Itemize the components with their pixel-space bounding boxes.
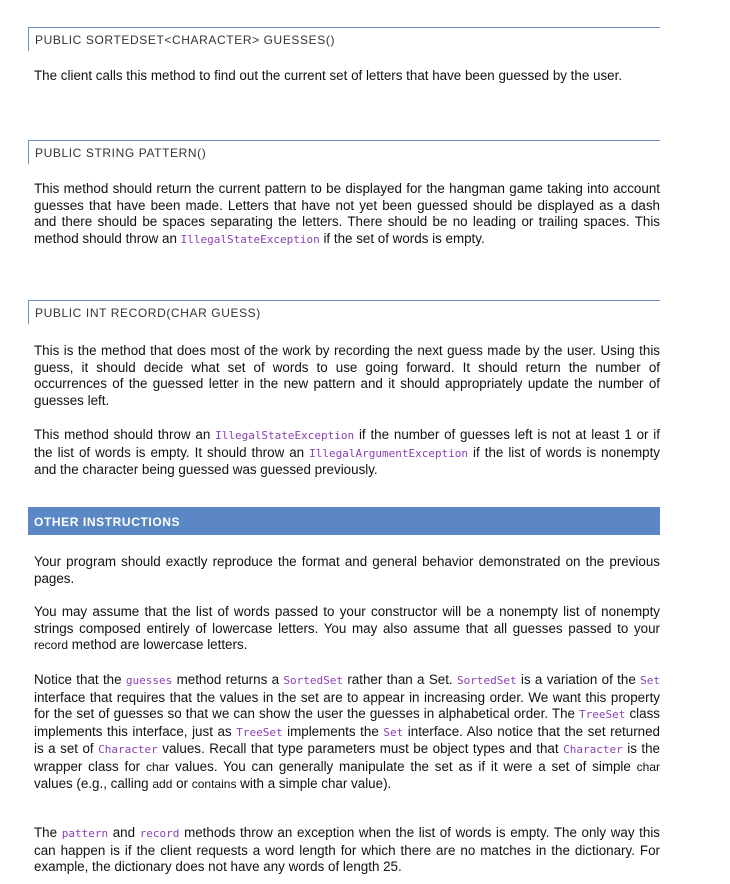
- record-text-c: if the list of words is nonempty and the character being guessed was guessed previously.: [34, 444, 660, 478]
- other-p3: [34, 672, 660, 792]
- small-char: char: [636, 759, 661, 774]
- code-illegal-state-exception: IllegalStateException: [180, 232, 320, 246]
- code-record: record: [139, 827, 180, 840]
- code-treeset: TreeSet: [236, 725, 283, 739]
- t: class implements this interface, just as: [34, 706, 660, 739]
- pattern-text-b: if the set of words is empty.: [319, 230, 485, 246]
- code-treeset: TreeSet: [579, 708, 626, 722]
- pattern-text-a: This method should return the current pattern to be displayed for the hangman game taking into account guesses that have been made. Letters that have not yet been guessed should be displayed as a dash and there should be spaces separating the letters. There should be no leading or trailing spaces. This method should throw an: [34, 181, 660, 246]
- t: rather than a Set.: [343, 672, 457, 687]
- code-illegal-argument-exception: IllegalArgumentException: [309, 446, 469, 460]
- code-sortedset: SortedSet: [283, 674, 343, 687]
- t: is the wrapper class for: [34, 741, 661, 774]
- t: and: [108, 825, 140, 840]
- other-p2: [34, 604, 660, 654]
- small-char: char: [145, 759, 170, 774]
- t: with a simple char value).: [236, 775, 392, 791]
- t: is a variation of the: [516, 672, 641, 687]
- other-instructions-header: OTHER INSTRUCTIONS: [28, 507, 660, 535]
- pattern-method-header: PUBLIC STRING PATTERN(): [28, 140, 660, 164]
- t: interface that requires that the values in the set are to appear in increasing order. We want this property for the set of guesses so that we can show the user the guesses in alphabetical order. The: [34, 689, 660, 722]
- code-pattern: pattern: [61, 827, 109, 840]
- t: methods throw an exception when the list of words is empty. The only way this can happen is if the client requests a word length for which there are no matches in the dictionary. For example, the dictionary does not have any words of length 25.: [34, 825, 660, 875]
- guesses-method-header: PUBLIC SORTEDSET<CHARACTER> GUESSES(): [28, 27, 660, 51]
- record-description: This is the method that does most of the work by recording the next guess made by the user. Using this guess, it should decide what set of words to use going forward. It should return the number of occurrences of the guessed letter in the new pattern and it should appropriately update the number of guesses left.: [34, 343, 660, 408]
- small-add: add: [152, 776, 173, 791]
- code-character: Character: [98, 743, 158, 757]
- other-p2-text-b: method are lowercase letters.: [68, 637, 248, 653]
- t: values. Recall that type parameters must be object types and that: [157, 741, 564, 757]
- other-p1: Your program should exactly reproduce the format and general behavior demonstrated on the previous pages.: [34, 554, 660, 586]
- t: interface. Also notice that the set returned is a set of: [34, 723, 660, 757]
- t: Notice that the: [34, 672, 126, 687]
- record-text-a: This method should throw an: [34, 427, 216, 442]
- code-sortedset: SortedSet: [456, 674, 517, 687]
- t: implements the: [282, 723, 384, 739]
- t: The: [34, 825, 62, 840]
- other-p2-text-a: You may assume that the list of words passed to your constructor will be a nonempty list of nonempty strings composed entirely of lowercase letters. You may also assume that all guesses passed to your: [34, 604, 660, 636]
- t: values. You can generally manipulate the set as if it were a set of simple: [169, 758, 637, 774]
- code-illegal-state-exception: IllegalStateException: [215, 429, 355, 442]
- record-text-b: if the number of guesses left is not at least 1 or if the list of words is empty. It should throw an: [34, 427, 660, 460]
- t: values (e.g., calling: [34, 775, 153, 791]
- code-set: Set: [640, 674, 660, 687]
- code-character: Character: [563, 743, 623, 757]
- t: method returns a: [172, 672, 284, 687]
- other-p2-record: record: [34, 638, 69, 653]
- record-exceptions: [34, 427, 660, 479]
- t: or: [172, 775, 192, 791]
- small-contains: contains: [191, 776, 237, 791]
- pattern-description: [34, 181, 660, 248]
- code-guesses: guesses: [125, 674, 173, 687]
- guesses-description: The client calls this method to find out the current set of letters that have been guessed by the user.: [34, 68, 623, 83]
- other-p4: [34, 825, 660, 876]
- code-set: Set: [383, 725, 404, 739]
- record-method-header: PUBLIC INT RECORD(CHAR GUESS): [28, 300, 660, 324]
